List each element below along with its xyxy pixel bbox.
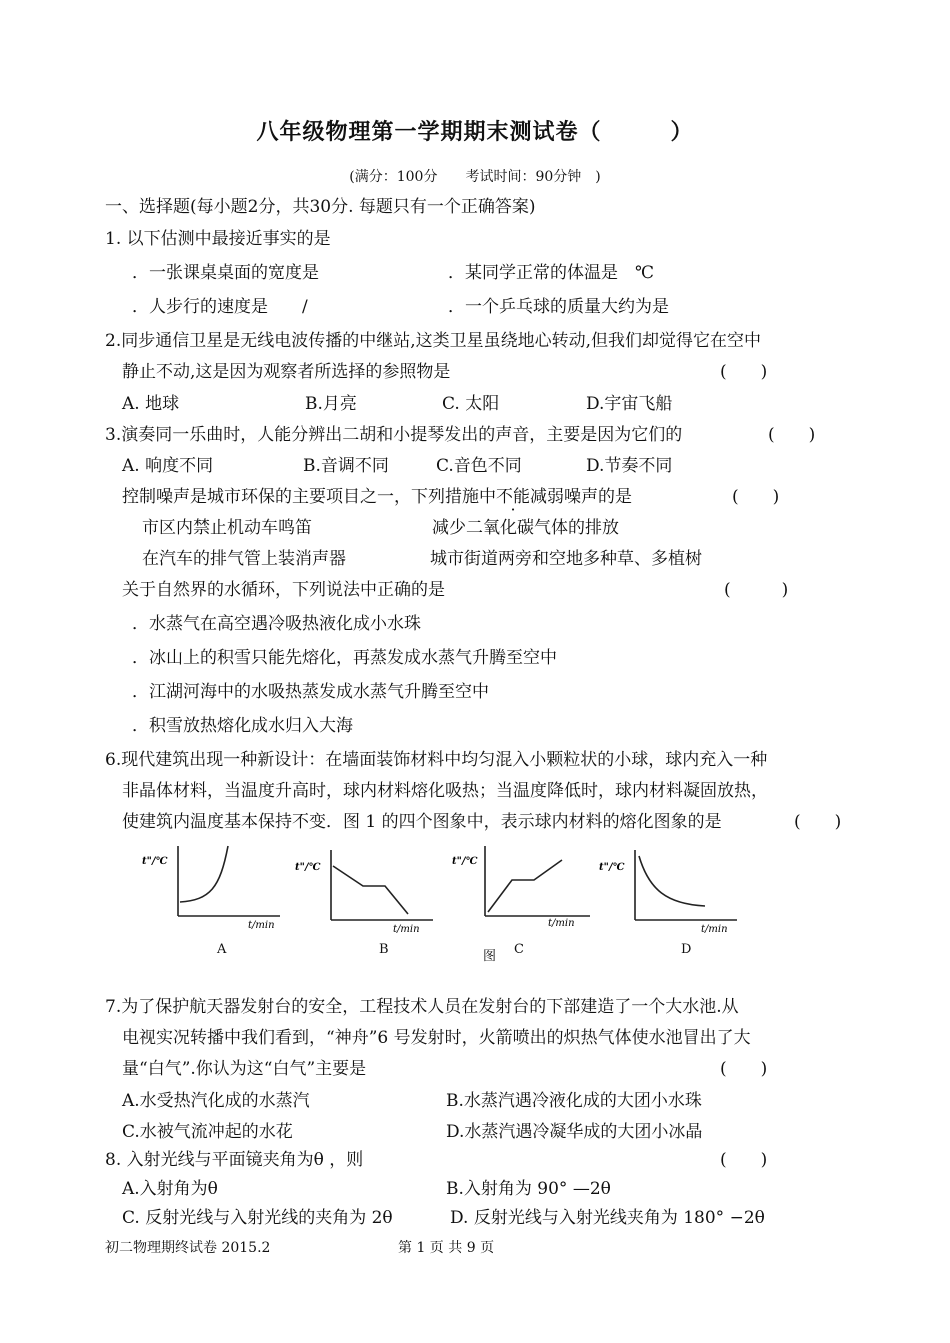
footer-page-number: 第 1 页 共 9 页	[398, 1240, 495, 1256]
graph-d-ylabel: t"/℃	[599, 862, 625, 873]
q5-option-d: ．积雪放热熔化成水归入大海	[132, 716, 353, 736]
q5-answer-paren: ( )	[724, 580, 789, 600]
q7-option-d: D.水蒸汽遇冷凝华成的大团小冰晶	[446, 1122, 703, 1142]
q7-stem-line3: 量“白气”.你认为这“白气”主要是	[122, 1059, 367, 1079]
q7-option-c: C.水被气流冲起的水花	[122, 1122, 293, 1142]
graph-d-label: D	[681, 942, 692, 957]
q8-option-c: C. 反射光线与入射光线的夹角为 2θ	[122, 1208, 393, 1228]
q1-option-c: ．人步行的速度是 /	[132, 297, 308, 317]
q3-option-a: A. 响度不同	[122, 456, 214, 476]
graph-a-label: A	[217, 942, 227, 957]
q1-option-b: ．某同学正常的体温是 ℃	[448, 263, 655, 283]
graph-c-xlabel: t/min	[548, 918, 575, 929]
q4-stem: 控制噪声是城市环保的主要项目之一，下列措施中不能减弱噪声的是	[122, 487, 632, 507]
graph-a-xlabel: t/min	[248, 920, 275, 931]
graph-d	[597, 838, 742, 942]
q4-option-b: 减少二氧化碳气体的排放	[432, 518, 619, 538]
graph-c-ylabel: t"/℃	[452, 856, 478, 867]
q3-option-d: D.节奏不同	[586, 456, 673, 476]
footer-exam-name: 初二物理期终试卷 2015.2	[105, 1240, 271, 1256]
q8-stem: 8. 入射光线与平面镜夹角为θ ，则	[105, 1150, 364, 1170]
figure-caption: 图	[483, 949, 497, 964]
graph-b	[293, 838, 438, 942]
q7-option-b: B.水蒸汽遇冷液化成的大团小水珠	[446, 1091, 702, 1111]
q5-option-a: ．水蒸气在高空遇冷吸热液化成小水珠	[132, 614, 421, 634]
q8-option-b: B.入射角为 90° —2θ	[446, 1179, 611, 1199]
q7-stem-line1: 7.为了保护航天器发射台的安全，工程技术人员在发射台的下部建造了一个大水池.从	[105, 997, 739, 1017]
q8-option-d: D. 反射光线与入射光线夹角为 180° −2θ	[450, 1208, 765, 1228]
q3-option-c: C.音色不同	[436, 456, 522, 476]
q4-option-c: 在汽车的排气管上装消声器	[142, 549, 346, 569]
graph-c	[450, 838, 595, 942]
q7-option-a: A.水受热汽化成的水蒸汽	[122, 1091, 310, 1111]
q2-stem-line1: 2.同步通信卫星是无线电波传播的中继站,这类卫星虽绕地心转动,但我们却觉得它在空中	[105, 331, 762, 351]
q4-option-d: 城市街道两旁和空地多种草、多植树	[430, 549, 702, 569]
graph-c-label: C	[514, 942, 524, 957]
q6-stem-line2: 非晶体材料，当温度升高时，球内材料熔化吸热；当温度降低时，球内材料凝固放热，	[122, 781, 768, 801]
section-heading: 一、选择题(每小题2分，共30分. 每题只有一个正确答案)	[105, 197, 536, 217]
q2-option-d: D.宇宙飞船	[586, 394, 673, 414]
q5-stem: 关于自然界的水循环，下列说法中正确的是	[122, 580, 445, 600]
q2-option-a: A. 地球	[122, 394, 180, 414]
q8-option-a: A.入射角为θ	[122, 1179, 218, 1199]
graph-b-label: B	[379, 942, 389, 957]
q6-stem-line1: 6.现代建筑出现一种新设计：在墙面装饰材料中均匀混入小颗粒状的小球，球内充入一种	[105, 750, 768, 770]
graph-a	[140, 838, 285, 942]
q1-stem: 1. 以下估测中最接近事实的是	[105, 229, 331, 249]
q4-option-a: 市区内禁止机动车鸣笛	[142, 518, 312, 538]
emphasis-dotted-text: 不能	[496, 487, 530, 507]
q6-stem-line3: 使建筑内温度基本保持不变．图 1 的四个图象中，表示球内材料的熔化图象的是	[122, 812, 722, 832]
q8-answer-paren: ( )	[720, 1150, 768, 1170]
q5-option-b: ．冰山上的积雪只能先熔化，再蒸发成水蒸气升腾至空中	[132, 648, 557, 668]
q3-answer-paren: ( )	[768, 425, 816, 445]
q6-answer-paren: ( )	[794, 812, 842, 832]
q2-stem-line2: 静止不动,这是因为观察者所选择的参照物是	[122, 362, 451, 382]
q5-option-c: ．江湖河海中的水吸热蒸发成水蒸气升腾至空中	[132, 682, 489, 702]
graph-a-ylabel: t"/℃	[142, 856, 168, 867]
q3-stem: 3.演奏同一乐曲时，人能分辨出二胡和小提琴发出的声音，主要是因为它们的	[105, 425, 683, 445]
q3-option-b: B.音调不同	[303, 456, 389, 476]
graph-d-xlabel: t/min	[701, 924, 728, 935]
q7-answer-paren: ( )	[720, 1059, 768, 1079]
graph-b-xlabel: t/min	[393, 924, 420, 935]
q2-option-c: C. 太阳	[442, 394, 500, 414]
page-title: 八年级物理第一学期期末测试卷（ ）	[256, 119, 694, 145]
exam-info: (满分：100分 考试时间：90分钟 )	[349, 169, 601, 185]
q1-option-a: ．一张课桌桌面的宽度是	[132, 263, 319, 283]
q1-option-d: ．一个乒乓球的质量大约为是	[448, 297, 669, 317]
q7-stem-line2: 电视实况转播中我们看到，“神舟”6 号发射时，火箭喷出的炽热气体使水池冒出了大	[122, 1028, 751, 1048]
graph-b-ylabel: t"/℃	[295, 862, 321, 873]
q2-option-b: B.月亮	[305, 394, 357, 414]
q2-answer-paren: ( )	[720, 362, 768, 382]
q4-answer-paren: ( )	[732, 487, 780, 507]
